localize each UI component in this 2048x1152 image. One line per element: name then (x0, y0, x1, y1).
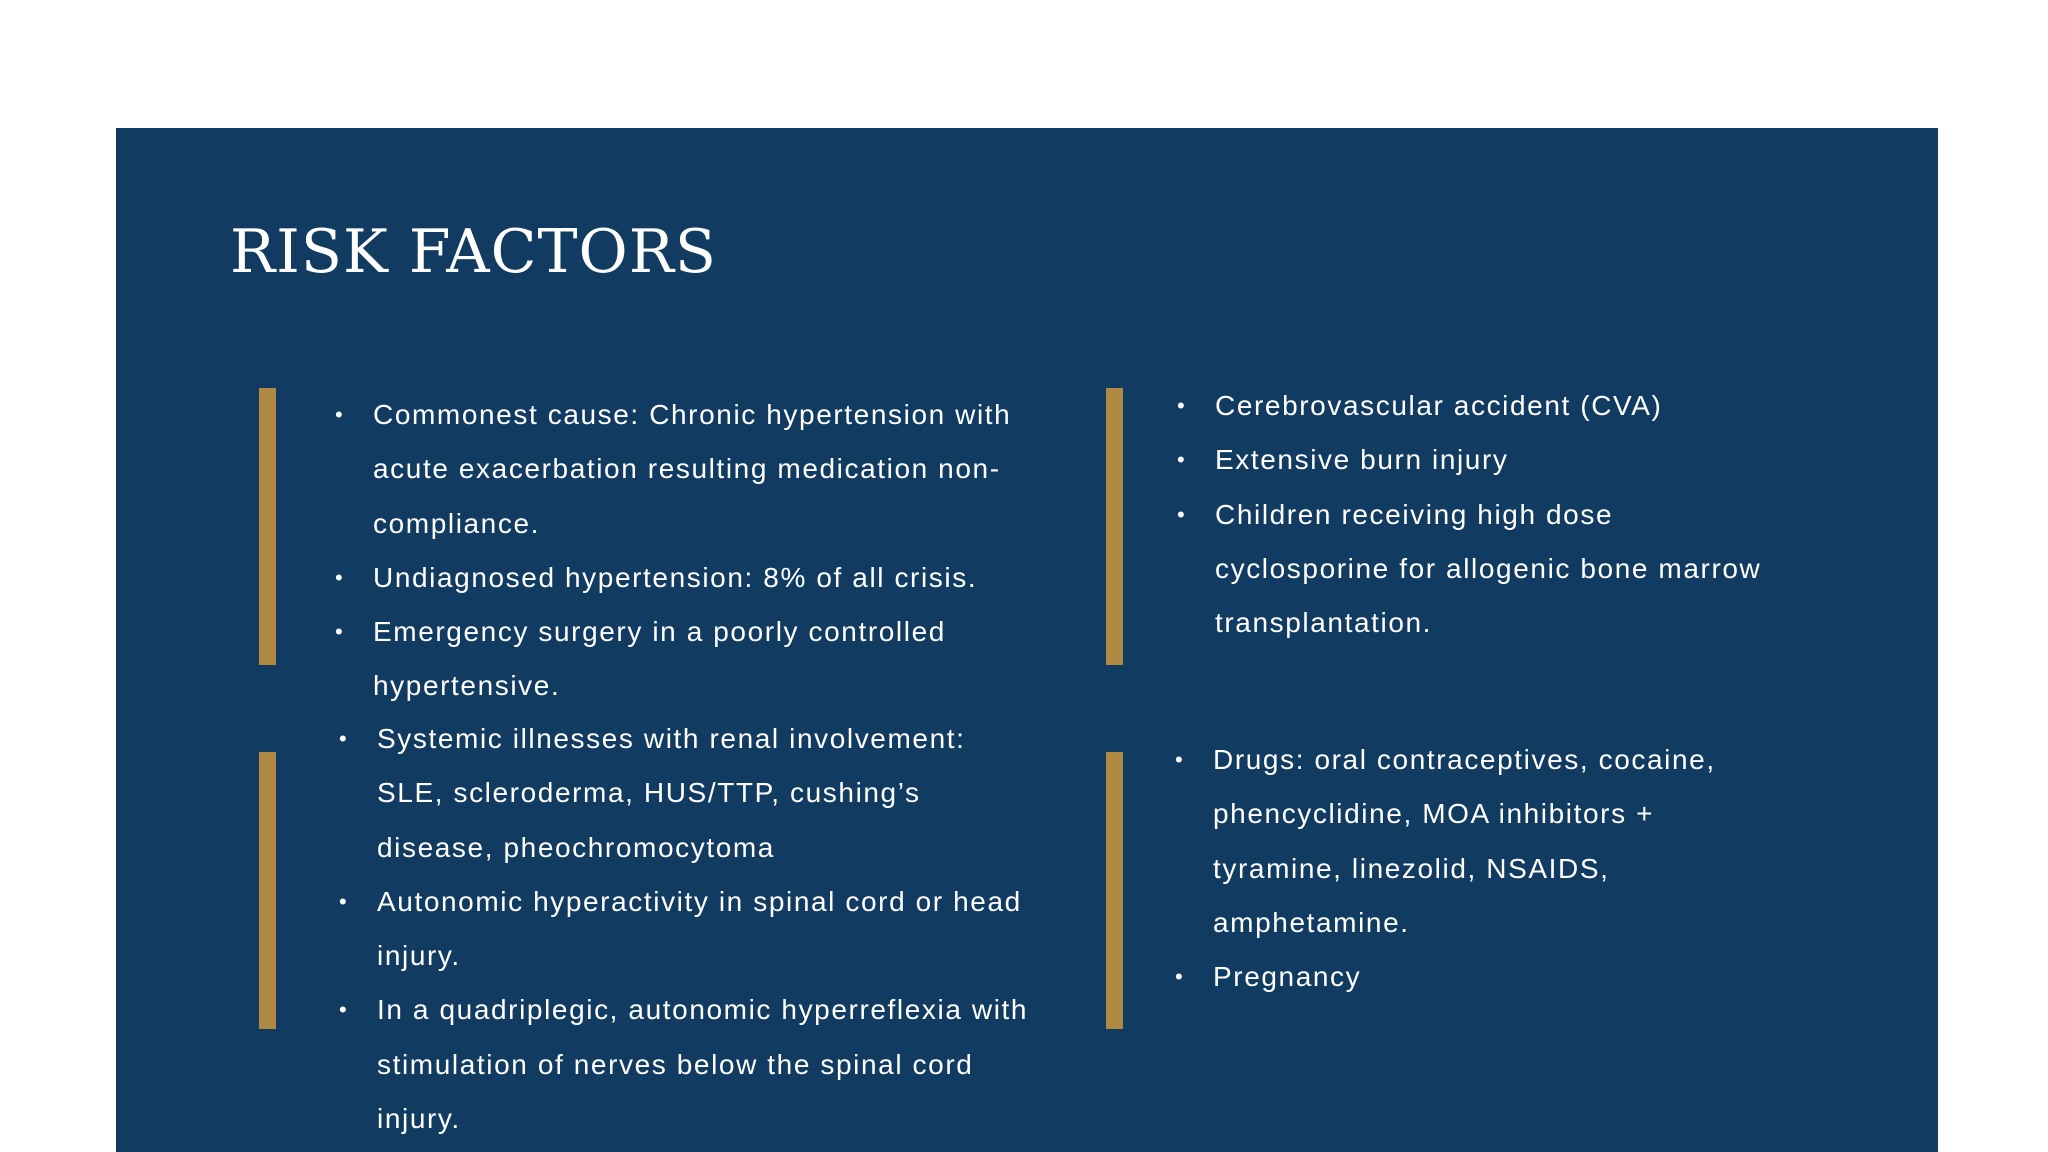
accent-bar-top-right (1106, 388, 1123, 665)
slide-title: RISK FACTORS (230, 217, 718, 287)
list-item: • Emergency surgery in a poorly controlled hypertensive. (335, 605, 1035, 714)
list-item: • Commonest cause: Chronic hypertension with acute exacerbation resulting medication non-compliance. (335, 388, 1035, 551)
accent-bar-bottom-left (259, 752, 276, 1029)
list-item: • Extensive burn injury (1177, 433, 1767, 487)
accent-bar-top-left (259, 388, 276, 665)
list-item: • Pregnancy (1175, 950, 1765, 1004)
list-item: • Drugs: oral contraceptives, cocaine, phencyclidine, MOA inhibitors + tyramine, linezolid, NSAIDS, amphetamine. (1175, 733, 1765, 950)
list-item: • Autonomic hyperactivity in spinal cord or head injury. (339, 875, 1039, 984)
risk-list-top-left (335, 388, 1035, 714)
list-item: • In a quadriplegic, autonomic hyperreflexia with stimulation of nerves below the spinal cord injury. (339, 983, 1039, 1146)
risk-list-top-right (1177, 379, 1767, 650)
accent-bar-bottom-right (1106, 752, 1123, 1029)
list-item: • Systemic illnesses with renal involvement: SLE, scleroderma, HUS/TTP, cushing’s disease, pheochromocytoma (339, 712, 1039, 875)
risk-list-bottom-right (1175, 733, 1765, 1004)
list-item: • Children receiving high dose cyclosporine for allogenic bone marrow transplantation. (1177, 488, 1767, 651)
list-item: • Undiagnosed hypertension: 8% of all crisis. (335, 551, 1035, 605)
risk-list-bottom-left (339, 712, 1039, 1146)
list-item: • Cerebrovascular accident (CVA) (1177, 379, 1767, 433)
